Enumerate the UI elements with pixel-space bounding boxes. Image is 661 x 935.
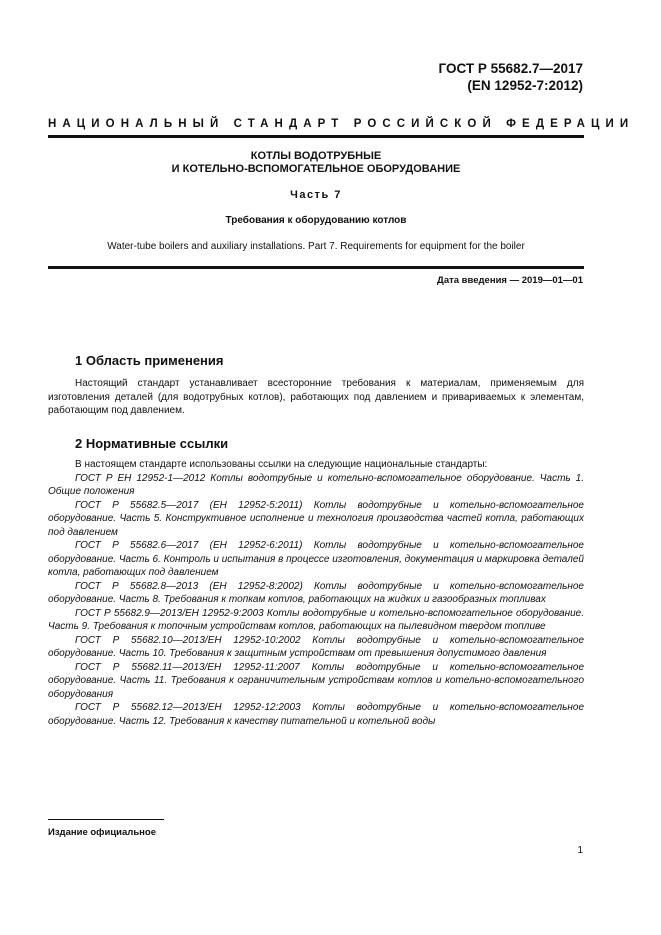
reference-item: ГОСТ Р 55682.8—2013 (ЕН 12952-8:2002) Котлы водотрубные и котельно-вспомогательное оборудование. Часть 8. Требования к топкам котлов, работающих на жидких и газообразных топливах <box>48 580 584 605</box>
subject-title: Требования к оборудованию котлов <box>225 215 407 226</box>
reference-item: ГОСТ Р 55682.10—2013/ЕН 12952-10:2002 Котлы водотрубные и котельно-вспомогательное оборудование. Часть 10. Требования к защитным устройствам от превышения допустимого давления <box>48 634 584 659</box>
official-edition-label: Издание официальное <box>48 827 156 838</box>
introduction-date: Дата введения — 2019—01—01 <box>437 275 583 286</box>
references-intro: В настоящем стандарте использованы ссылки на следующие национальные стандарты: <box>75 459 488 470</box>
title-line-2: И КОТЕЛЬНО-ВСПОМОГАТЕЛЬНОЕ ОБОРУДОВАНИЕ <box>171 163 461 175</box>
page-number: 1 <box>577 845 583 856</box>
title-line-1: КОТЛЫ ВОДОТРУБНЫЕ <box>250 150 382 162</box>
section-2-body <box>48 458 584 728</box>
section-1-paragraph: Настоящий стандарт устанавливает всесторонние требования к материалам, применяемым для изготовления деталей (для водотрубных котлов), работающих под давлением и привариваемых к элементам, работающим под давлением. <box>48 378 584 416</box>
english-title: Water-tube boilers and auxiliary installations. Part 7. Requirements for equipment for the boiler <box>107 241 525 252</box>
reference-item: ГОСТ Р 55682.5—2017 (ЕН 12952-5:2011) Котлы водотрубные и котельно-вспомогательное оборудование. Часть 5. Конструктивное исполнение и технология производства частей котла, работающих под давлением <box>48 499 584 538</box>
section-1-heading: 1 Область применения <box>75 353 224 368</box>
document-number: ГОСТ Р 55682.7—2017 <box>438 61 583 76</box>
footer-divider <box>48 819 164 820</box>
title-divider <box>48 266 584 269</box>
section-2-heading: 2 Нормативные ссылки <box>75 436 229 451</box>
part-label: Часть 7 <box>290 189 342 201</box>
banner-divider <box>48 135 584 138</box>
reference-item: ГОСТ Р ЕН 12952-1—2012 Котлы водотрубные и котельно-вспомогательное оборудование. Часть 1. Общие положения <box>48 472 584 497</box>
reference-item: ГОСТ Р 55682.9—2013/ЕН 12952-9:2003 Котлы водотрубные и котельно-вспомогательное оборудование. Часть 9. Требования к топочным устройствам котлов, работающих на пылевидном твердом топливе <box>48 607 584 632</box>
reference-item: ГОСТ Р 55682.6—2017 (ЕН 12952-6:2011) Котлы водотрубные и котельно-вспомогательное оборудование. Часть 6. Контроль и испытания в процессе изготовления, документация и маркировка деталей котла, работающих под давлением <box>48 540 584 578</box>
reference-item: ГОСТ Р 55682.11—2013/ЕН 12952-11:2007 Котлы водотрубные и котельно-вспомогательное оборудование. Часть 11. Требования к ограничительным устройствам котлов и котельно-вспомогательного оборудования <box>48 661 584 700</box>
reference-item: ГОСТ Р 55682.12—2013/ЕН 12952-12:2003 Котлы водотрубные и котельно-вспомогательное оборудование. Часть 12. Требования к качеству питательной и котельной воды <box>48 702 584 727</box>
section-1-body <box>48 377 584 418</box>
european-standard-number: (EN 12952-7:2012) <box>467 78 583 93</box>
national-standard-banner: НАЦИОНАЛЬНЫЙ СТАНДАРТ РОССИЙСКОЙ ФЕДЕРАЦИИ <box>48 118 635 130</box>
